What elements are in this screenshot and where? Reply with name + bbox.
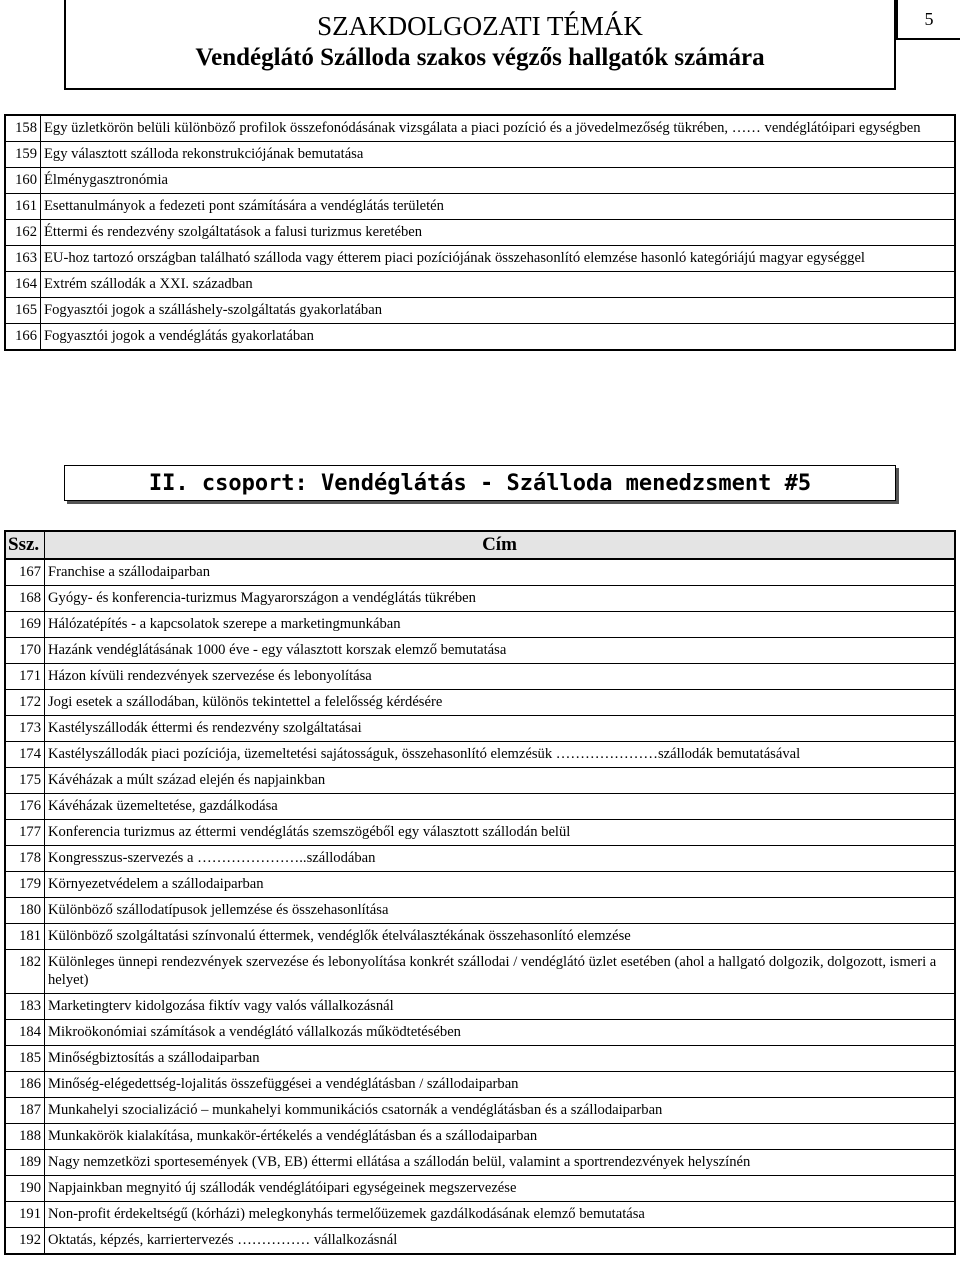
- topic-number: 188: [5, 1124, 45, 1150]
- table-row: [5, 1228, 955, 1255]
- topic-title: Nagy nemzetközi sportesemények (VB, EB) éttermi ellátása a szállodán belül, valamint a sportrendezvények helyszínén: [45, 1150, 956, 1176]
- topic-number: 182: [5, 950, 45, 994]
- topic-title: Kastélyszállodák piaci pozíciója, üzemeltetési sajátosságuk, összehasonlító elemzésük …………………szállodák bemutatásával: [45, 742, 956, 768]
- table-row: [5, 1150, 955, 1176]
- topic-title: Kávéházak üzemeltetése, gazdálkodása: [45, 794, 956, 820]
- page-number: 5: [896, 0, 960, 40]
- topic-title: Kongresszus-szervezés a …………………..szállodában: [45, 846, 956, 872]
- topic-number: 190: [5, 1176, 45, 1202]
- topic-title: Franchise a szállodaiparban: [45, 559, 956, 586]
- column-header-number: Ssz.: [5, 531, 45, 559]
- topic-number: 165: [5, 298, 41, 324]
- table-row: [5, 950, 955, 994]
- topic-number: 164: [5, 272, 41, 298]
- table-row: [5, 872, 955, 898]
- topic-title: Élménygasztronómia: [41, 168, 956, 194]
- topic-number: 167: [5, 559, 45, 586]
- table-row: [5, 1020, 955, 1046]
- topic-title: Oktatás, képzés, karriertervezés …………… vállalkozásnál: [45, 1228, 956, 1255]
- topic-title: Jogi esetek a szállodában, különös tekintettel a felelősség kérdésére: [45, 690, 956, 716]
- topic-title: Non-profit érdekeltségű (kórházi) melegkonyhás termelőüzemek gazdálkodásának elemző bemutatása: [45, 1202, 956, 1228]
- table-row: [5, 1046, 955, 1072]
- topic-number: 185: [5, 1046, 45, 1072]
- table-row: [5, 612, 955, 638]
- topic-title: Konferencia turizmus az éttermi vendéglátás szemszögéből egy választott szállodán belül: [45, 820, 956, 846]
- topic-number: 177: [5, 820, 45, 846]
- table-row: [5, 1098, 955, 1124]
- table-row: [5, 324, 955, 351]
- topic-number: 168: [5, 586, 45, 612]
- topic-number: 173: [5, 716, 45, 742]
- section-header: [64, 465, 896, 501]
- table-row: [5, 1124, 955, 1150]
- topic-number: 179: [5, 872, 45, 898]
- topics-table-part2: [4, 530, 956, 1255]
- topic-number: 176: [5, 794, 45, 820]
- topic-title: Extrém szállodák a XXI. században: [41, 272, 956, 298]
- table-row: [5, 898, 955, 924]
- page-subtitle: Vendéglátó Szálloda szakos végzős hallgatók számára: [195, 44, 765, 71]
- topic-number: 180: [5, 898, 45, 924]
- topic-number: 172: [5, 690, 45, 716]
- table-row: [5, 194, 955, 220]
- table-row: [5, 115, 955, 142]
- topic-number: 162: [5, 220, 41, 246]
- page-header: [64, 0, 896, 90]
- table-row: [5, 246, 955, 272]
- topic-title: Kastélyszállodák éttermi és rendezvény szolgáltatásai: [45, 716, 956, 742]
- table-row: [5, 638, 955, 664]
- table-header-row: [5, 531, 955, 559]
- topics-table-part1: [4, 114, 956, 351]
- topic-number: 175: [5, 768, 45, 794]
- topic-title: Fogyasztói jogok a szálláshely-szolgáltatás gyakorlatában: [41, 298, 956, 324]
- topic-title: Hálózatépítés - a kapcsolatok szerepe a marketingmunkában: [45, 612, 956, 638]
- topic-title: Minőségbiztosítás a szállodaiparban: [45, 1046, 956, 1072]
- topic-title: Munkahelyi szocializáció – munkahelyi kommunikációs csatornák a vendéglátásban és a szállodaiparban: [45, 1098, 956, 1124]
- table-row: [5, 559, 955, 586]
- topic-number: 161: [5, 194, 41, 220]
- topic-title: Különleges ünnepi rendezvények szervezése és lebonyolítása konkrét szállodai / vendéglátó üzlet esetében (ahol a hallgató dolgozik, dolgozott, ismeri a helyet): [45, 950, 956, 994]
- topic-title: EU-hoz tartozó országban található szálloda vagy étterem piaci pozíciójának összehasonlító elemzése hasonló kategóriájú magyar egységgel: [41, 246, 956, 272]
- table-row: [5, 272, 955, 298]
- topic-number: 183: [5, 994, 45, 1020]
- topic-number: 159: [5, 142, 41, 168]
- topic-title: Kávéházak a múlt század elején és napjainkban: [45, 768, 956, 794]
- topic-number: 171: [5, 664, 45, 690]
- topic-title: Minőség-elégedettség-lojalitás összefüggései a vendéglátásban / szállodaiparban: [45, 1072, 956, 1098]
- table-row: [5, 1202, 955, 1228]
- topic-number: 169: [5, 612, 45, 638]
- table-row: [5, 586, 955, 612]
- column-header-title: Cím: [45, 531, 956, 559]
- topic-number: 184: [5, 1020, 45, 1046]
- topic-title: Környezetvédelem a szállodaiparban: [45, 872, 956, 898]
- topic-number: 158: [5, 115, 41, 142]
- topic-title: Házon kívüli rendezvények szervezése és lebonyolítása: [45, 664, 956, 690]
- table-row: [5, 142, 955, 168]
- table-row: [5, 716, 955, 742]
- table-row: [5, 298, 955, 324]
- topic-number: 192: [5, 1228, 45, 1255]
- page-title: SZAKDOLGOZATI TÉMÁK: [317, 11, 643, 41]
- topic-title: Éttermi és rendezvény szolgáltatások a falusi turizmus keretében: [41, 220, 956, 246]
- topic-title: Fogyasztói jogok a vendéglátás gyakorlatában: [41, 324, 956, 351]
- topic-number: 189: [5, 1150, 45, 1176]
- topic-number: 163: [5, 246, 41, 272]
- table-row: [5, 220, 955, 246]
- topic-title: Különböző szolgáltatási színvonalú éttermek, vendéglők ételválasztékának összehasonlító elemzése: [45, 924, 956, 950]
- topic-number: 186: [5, 1072, 45, 1098]
- topic-title: Különböző szállodatípusok jellemzése és összehasonlítása: [45, 898, 956, 924]
- table-row: [5, 768, 955, 794]
- topic-title: Napjainkban megnyitó új szállodák vendéglátóipari egységeinek megszervezése: [45, 1176, 956, 1202]
- topic-number: 178: [5, 846, 45, 872]
- topic-title: Hazánk vendéglátásának 1000 éve - egy választott korszak elemző bemutatása: [45, 638, 956, 664]
- table-row: [5, 846, 955, 872]
- table-row: [5, 742, 955, 768]
- topic-title: Egy választott szálloda rekonstrukciójának bemutatása: [41, 142, 956, 168]
- table-row: [5, 1072, 955, 1098]
- topic-number: 170: [5, 638, 45, 664]
- topic-number: 191: [5, 1202, 45, 1228]
- section-title: II. csoport: Vendéglátás - Szálloda menedzsment #5: [148, 470, 812, 496]
- topic-title: Marketingterv kidolgozása fiktív vagy valós vállalkozásnál: [45, 994, 956, 1020]
- topic-title: Munkakörök kialakítása, munkakör-értékelés a vendéglátásban és a szállodaiparban: [45, 1124, 956, 1150]
- topic-number: 174: [5, 742, 45, 768]
- table-row: [5, 1176, 955, 1202]
- topic-number: 166: [5, 324, 41, 351]
- topic-title: Egy üzletkörön belüli különböző profilok összefonódásának vizsgálata a piaci pozíció és a jövedelmezőség tükrében, …… vendéglátóipari egységben: [41, 115, 956, 142]
- table-row: [5, 994, 955, 1020]
- topic-title: Mikroökonómiai számítások a vendéglátó vállalkozás működtetésében: [45, 1020, 956, 1046]
- table-row: [5, 820, 955, 846]
- topic-number: 181: [5, 924, 45, 950]
- topic-title: Esettanulmányok a fedezeti pont számítására a vendéglátás területén: [41, 194, 956, 220]
- topic-title: Gyógy- és konferencia-turizmus Magyarországon a vendéglátás tükrében: [45, 586, 956, 612]
- table-row: [5, 924, 955, 950]
- table-row: [5, 690, 955, 716]
- table-row: [5, 794, 955, 820]
- table-row: [5, 168, 955, 194]
- topic-number: 187: [5, 1098, 45, 1124]
- topic-number: 160: [5, 168, 41, 194]
- table-row: [5, 664, 955, 690]
